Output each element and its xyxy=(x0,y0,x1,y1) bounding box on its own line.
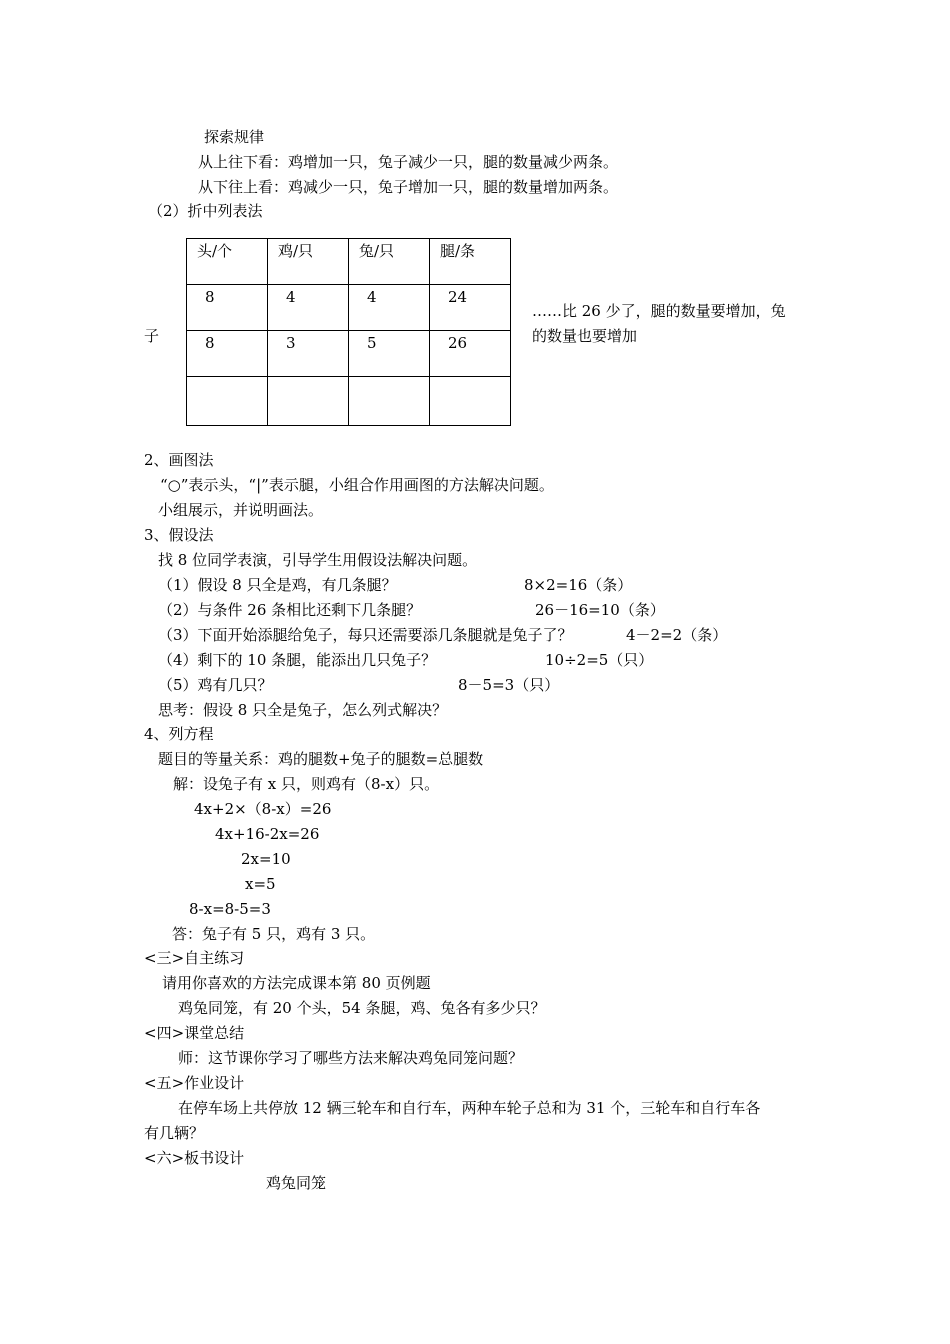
table-header-row xyxy=(187,239,511,285)
table-cell: 24 xyxy=(430,285,511,331)
homework-line-1: 在停车场上共停放 12 辆三轮车和自行车，两种车轮子总和为 31 个，三轮车和自行车各 xyxy=(178,1099,761,1117)
header-cell-heads: 头/个 xyxy=(187,239,268,285)
drawing-line-2: 小组展示，并说明画法。 xyxy=(158,501,324,519)
equation-step-5: 8-x=8-5=3 xyxy=(189,900,271,918)
table-method-heading: （2）折中列表法 xyxy=(148,202,263,220)
board-title: 鸡兔同笼 xyxy=(266,1174,327,1192)
assume-heading: 3、假设法 xyxy=(144,526,214,544)
equation-heading: 4、列方程 xyxy=(144,725,214,743)
table-cell: 4 xyxy=(268,285,349,331)
assume-step-question: （2）与条件 26 条相比还剩下几条腿？ xyxy=(158,601,422,619)
drawing-heading: 2、画图法 xyxy=(144,451,214,469)
header-cell-rabbits: 兔/只 xyxy=(349,239,430,285)
table-row xyxy=(187,285,511,331)
table-cell xyxy=(349,377,430,426)
assume-step-answer: 26－16=10（条） xyxy=(535,601,665,619)
assume-step-answer: 8－5=3（只） xyxy=(458,676,560,694)
homework-line-2: 有几辆？ xyxy=(144,1124,205,1142)
board-heading: <六>板书设计 xyxy=(144,1149,245,1167)
header-cell-legs: 腿/条 xyxy=(430,239,511,285)
assume-step-answer: 4－2=2（条） xyxy=(626,626,728,644)
assume-step-answer: 10÷2=5（只） xyxy=(545,651,654,669)
assume-step-question: （3）下面开始添腿给兔子，每只还需要添几条腿就是兔子了？ xyxy=(158,626,573,644)
homework-heading: <五>作业设计 xyxy=(144,1074,245,1092)
table-cell xyxy=(268,377,349,426)
table-row xyxy=(187,377,511,426)
table-cell: 8 xyxy=(187,285,268,331)
equation-step-2: 4x+16-2x=26 xyxy=(215,825,320,843)
equation-answer: 答：兔子有 5 只，鸡有 3 只。 xyxy=(172,925,376,943)
summary-heading: <四>课堂总结 xyxy=(144,1024,245,1042)
practice-line-2: 鸡兔同笼，有 20 个头，54 条腿，鸡、兔各有多少只？ xyxy=(178,999,546,1017)
assume-step-question: （1）假设 8 只全是鸡，有几条腿？ xyxy=(158,576,397,594)
table-note-line-2: 的数量也要增加 xyxy=(532,327,638,345)
assume-step-answer: 8×2=16（条） xyxy=(524,576,633,594)
data-table xyxy=(186,238,511,426)
table-cell: 8 xyxy=(187,331,268,377)
equation-solve: 解：设兔子有 x 只，则鸡有（8-x）只。 xyxy=(173,775,440,793)
table-cell: 4 xyxy=(349,285,430,331)
table-cell: 5 xyxy=(349,331,430,377)
explore-line-2: 从下往上看：鸡减少一只，兔子增加一只，腿的数量增加两条。 xyxy=(198,178,619,196)
explore-line-1: 从上往下看：鸡增加一只，兔子减少一只，腿的数量减少两条。 xyxy=(198,153,619,171)
table-row xyxy=(187,331,511,377)
practice-heading: <三>自主练习 xyxy=(144,949,245,967)
equation-step-3: 2x=10 xyxy=(241,850,291,868)
table-note-line-1: ……比 26 少了，腿的数量要增加，兔 xyxy=(532,302,786,320)
assume-think: 思考：假设 8 只全是兔子，怎么列式解决？ xyxy=(158,701,448,719)
assume-step-question: （5）鸡有几只？ xyxy=(158,676,273,694)
drawing-line-1: “○”表示头，“|”表示腿，小组合作用画图的方法解决问题。 xyxy=(160,476,554,494)
explore-title: 探索规律 xyxy=(204,128,265,146)
table-cell xyxy=(430,377,511,426)
equation-step-1: 4x+2×（8-x）=26 xyxy=(194,800,332,818)
table-side-label: 子 xyxy=(144,327,160,345)
assume-intro: 找 8 位同学表演，引导学生用假设法解决问题。 xyxy=(158,551,478,569)
table-cell: 3 xyxy=(268,331,349,377)
summary-line-1: 师：这节课你学习了哪些方法来解决鸡兔同笼问题？ xyxy=(178,1049,524,1067)
equation-relation: 题目的等量关系：鸡的腿数+兔子的腿数=总腿数 xyxy=(158,750,484,768)
assume-step-question: （4）剩下的 10 条腿，能添出几只兔子？ xyxy=(158,651,437,669)
table-cell: 26 xyxy=(430,331,511,377)
practice-line-1: 请用你喜欢的方法完成课本第 80 页例题 xyxy=(162,974,431,992)
header-cell-chickens: 鸡/只 xyxy=(268,239,349,285)
table-cell xyxy=(187,377,268,426)
equation-step-4: x=5 xyxy=(245,875,276,893)
